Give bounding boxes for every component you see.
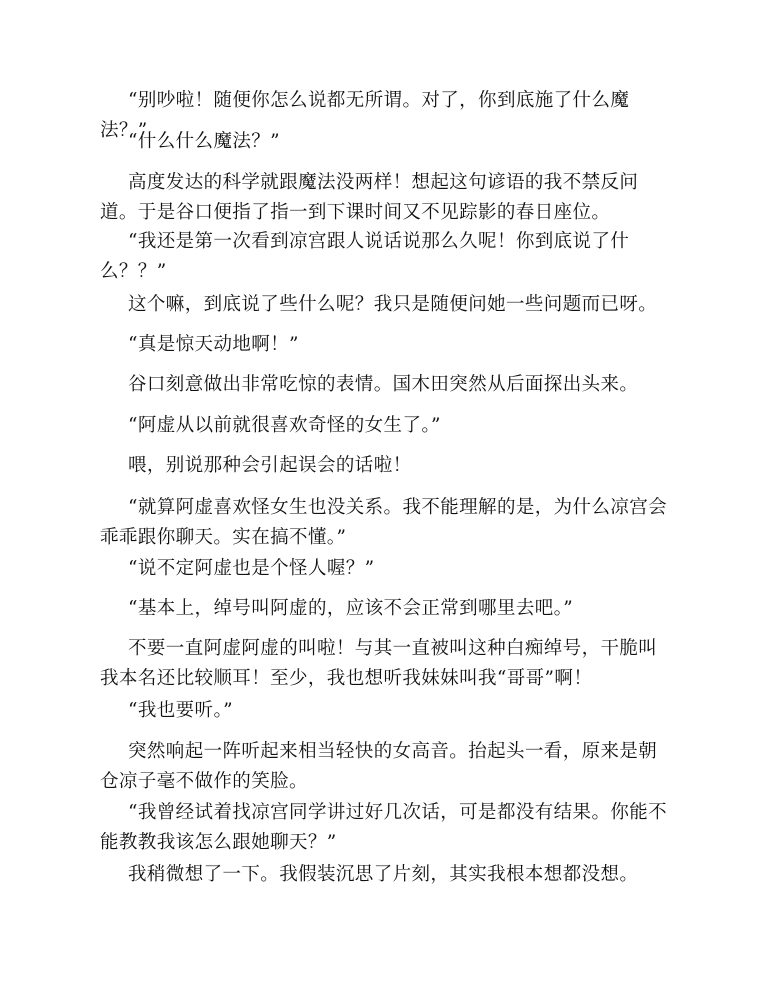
- paragraph: “我也要听。”: [128, 700, 233, 721]
- paragraph: “阿虚从以前就很喜欢奇怪的女生了。”: [128, 415, 441, 436]
- paragraph: “我还是第一次看到凉宫跟人说话说那么久呢！你到底说了什么？？”: [100, 231, 630, 282]
- paragraph: “真是惊天动地啊！”: [128, 334, 299, 355]
- paragraph: “我曾经试着找凉宫同学讲过好几次话，可是都没有结果。你能不能教教我该怎么跟她聊天？”: [100, 802, 668, 853]
- paragraph: 高度发达的科学就跟魔法没两样！想起这句谚语的我不禁反问道。于是谷口便指了指一到下课时间又不见踪影的春日座位。: [100, 172, 639, 223]
- paragraph: 我稍微想了一下。我假装沉思了片刻，其实我根本想都没想。: [128, 864, 639, 885]
- paragraph: 不要一直阿虚阿虚的叫啦！与其一直被叫这种白痴绰号，干脆叫我本名还比较顺耳！至少，我也想听我妹妹叫我“哥哥”啊！: [100, 638, 658, 689]
- paragraph: “说不定阿虚也是个怪人喔？”: [128, 558, 375, 579]
- paragraph: 突然响起一阵听起来相当轻快的女高音。抬起头一看，原来是朝仓凉子毫不做作的笑脸。: [100, 741, 658, 792]
- paragraph: 这个嘛，到底说了些什么呢？我只是随便问她一些问题而已呀。: [128, 294, 658, 315]
- paragraph: “就算阿虚喜欢怪女生也没关系。我不能理解的是，为什么凉宫会乖乖跟你聊天。实在搞不懂。”: [100, 497, 668, 548]
- paragraph: “什么什么魔法？”: [128, 131, 281, 152]
- paragraph: 谷口刻意做出非常吃惊的表情。国木田突然从后面探出头来。: [128, 374, 639, 395]
- paragraph: “别吵啦！随便你怎么说都无所谓。对了，你到底施了什么魔法？”: [100, 90, 630, 141]
- paragraph: “基本上，绰号叫阿虚的，应该不会正常到哪里去吧。”: [128, 598, 574, 619]
- paragraph: 喂，别说那种会引起误会的话啦！: [128, 455, 412, 476]
